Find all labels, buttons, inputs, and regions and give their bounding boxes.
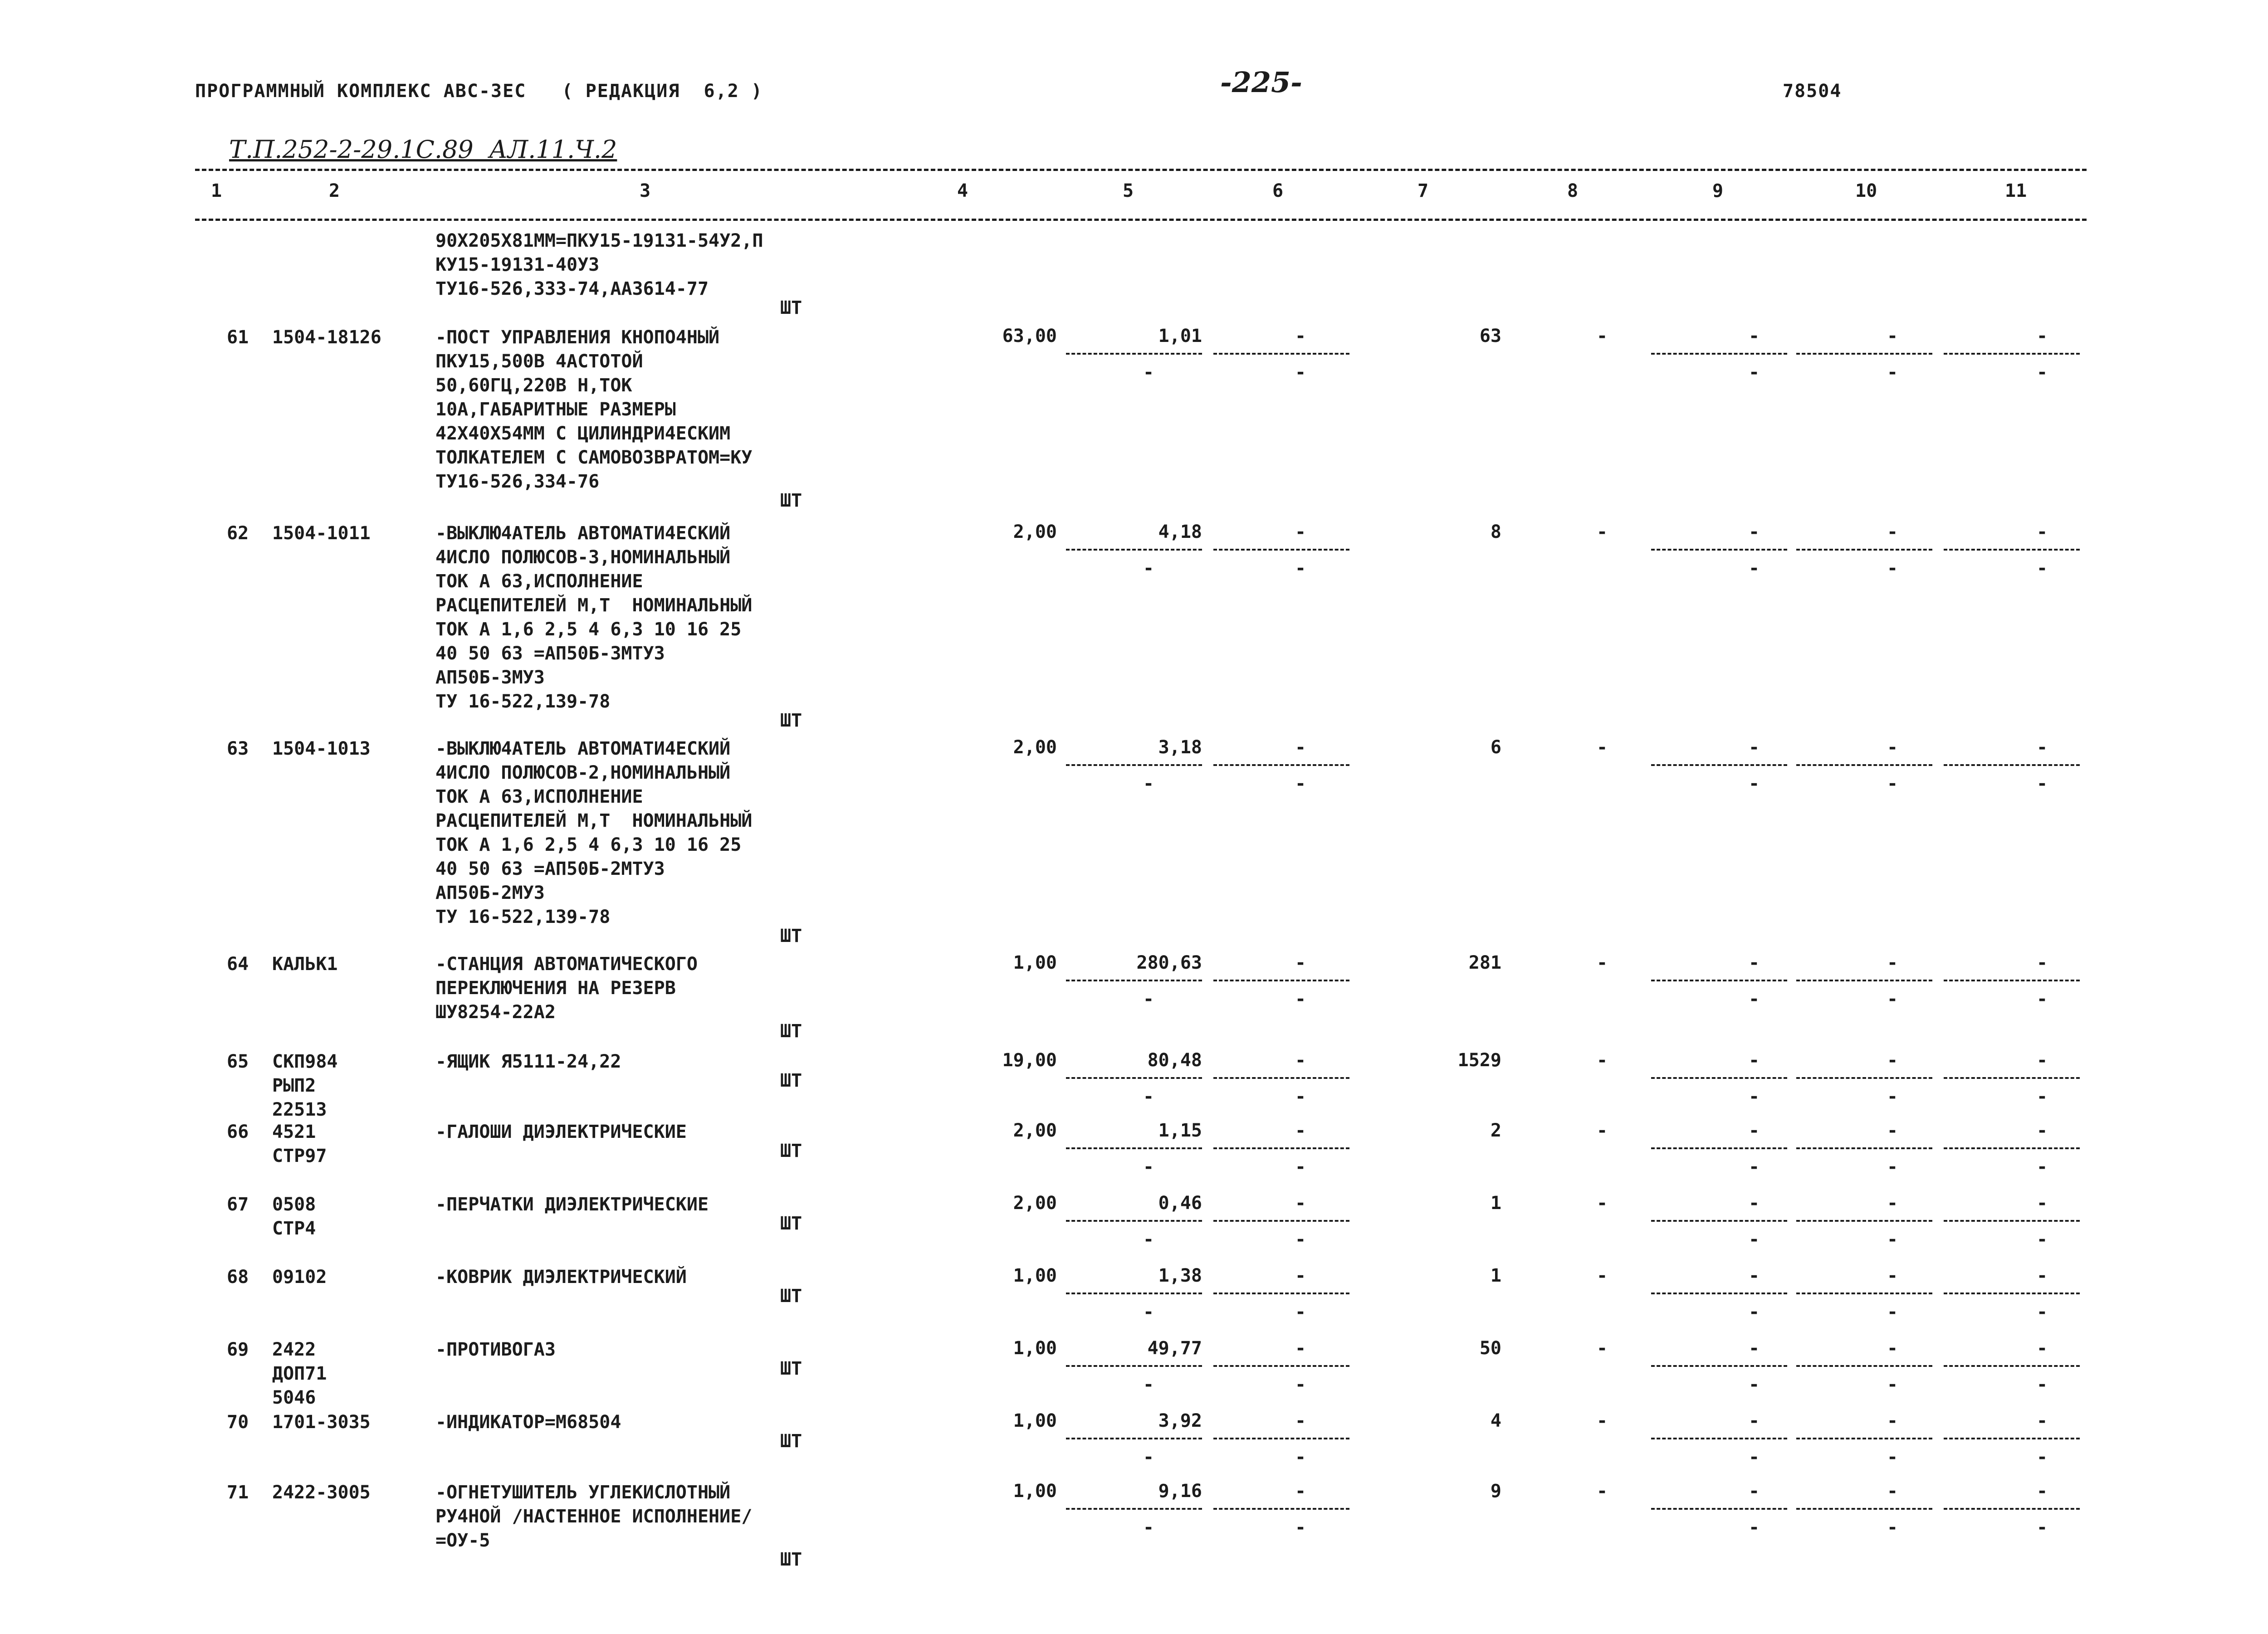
dash-mark: - (1749, 773, 1760, 794)
row-unit-price: 4,18 (1158, 522, 1202, 542)
page-number: -225- (1220, 66, 1302, 99)
row-unit: ШТ (780, 1431, 802, 1452)
dash-mark: - (1143, 558, 1154, 579)
row-number: 66 (227, 1122, 249, 1142)
row-quantity: 2,00 (1013, 737, 1057, 758)
dash-mark: - (1749, 1050, 1760, 1071)
row-description: -ПЕРЧАТКИ ДИЭЛЕКТРИЧЕСКИЕ (435, 1194, 709, 1215)
dash-mark: - (1749, 1481, 1760, 1502)
row-description: -ПОСТ УПРАВЛЕНИЯ КНОПО4НЫЙ ПКУ15,500В 4АСТОТОЙ 50,60ГЦ,220В Н,ТОК 10А,ГАБАРИТНЫЕ РАЗМЕРЫ 42Х40Х54ММ С ЦИЛИНДРИ4ЕСКИМ ТОЛКАТЕЛЕМ С САМОВОЗВРАТОМ=КУ ТУ16-526,334-76 (435, 327, 753, 492)
dash-mark: - (1749, 558, 1760, 579)
underline-segment (1066, 1077, 1202, 1079)
dash-mark: - (1887, 1265, 1898, 1286)
underline-segment (1213, 1147, 1349, 1149)
underline-segment (1066, 353, 1202, 355)
col-num-8: 8 (1567, 180, 1579, 201)
dash-mark: - (1887, 522, 1898, 542)
underline-segment (1944, 353, 2080, 355)
row-number: 63 (227, 738, 249, 759)
row-description: -ГАЛОШИ ДИЭЛЕКТРИЧЕСКИЕ (435, 1122, 687, 1142)
dash-mark: - (1887, 1229, 1898, 1250)
underline-segment (1651, 1438, 1787, 1439)
header-rule-bottom (195, 219, 2087, 221)
dash-mark: - (1295, 773, 1306, 794)
row-quantity: 63,00 (1002, 326, 1057, 346)
underline-segment (1066, 1365, 1202, 1367)
row-quantity: 1,00 (1013, 1410, 1057, 1431)
underline-segment (1213, 353, 1349, 355)
underline-segment (1066, 980, 1202, 981)
row-unit: ШТ (780, 1213, 802, 1234)
underline-segment (1651, 764, 1787, 766)
row-total: 281 (1468, 952, 1501, 973)
col-num-9: 9 (1712, 180, 1724, 201)
row-code: 1504-18126 (272, 327, 381, 348)
underline-segment (1944, 549, 2080, 551)
dash-mark: - (1143, 1156, 1154, 1177)
underline-segment (1796, 1220, 1932, 1222)
dash-mark: - (1295, 1410, 1306, 1431)
underline-segment (1651, 549, 1787, 551)
row-unit: ШТ (780, 490, 802, 511)
col-num-2: 2 (329, 180, 340, 201)
row-quantity: 19,00 (1002, 1050, 1057, 1071)
underline-segment (1796, 1147, 1932, 1149)
row-unit-price: 1,01 (1158, 326, 1202, 346)
underline-segment (1944, 1438, 2080, 1439)
dash-mark: - (1749, 1120, 1760, 1141)
program-title: ПРОГРАММНЫЙ КОМПЛЕКС АВС-3ЕС ( РЕДАКЦИЯ 6,2 ) (195, 81, 763, 102)
dash-mark: - (1749, 326, 1760, 346)
dash-mark: - (1295, 1050, 1306, 1071)
row-description: -ВЫКЛЮ4АТЕЛЬ АВТОМАТИ4ЕСКИЙ 4ИСЛО ПОЛЮСОВ-2,НОМИНАЛЬНЫЙ ТОК А 63,ИСПОЛНЕНИЕ РАСЦЕПИТЕЛЕЙ М,Т НОМИНАЛЬНЫЙ ТОК А 1,6 2,5 4 6,3 10 16 25 40 50 63 =АП50Б-2МТУ3 АП50Б-2МУ3 ТУ 16-522,139-78 (435, 738, 753, 927)
underline-segment (1651, 980, 1787, 981)
dash-mark: - (2037, 773, 2048, 794)
dash-mark: - (1143, 773, 1154, 794)
dash-mark: - (1749, 1447, 1760, 1468)
dash-mark: - (1295, 1193, 1306, 1214)
row-number: 62 (227, 523, 249, 544)
dash-mark: - (2037, 1086, 2048, 1107)
dash-mark: - (1887, 1338, 1898, 1359)
row-unit: ШТ (780, 1358, 802, 1379)
row-col8-value: - (1597, 1481, 1608, 1502)
underline-segment (1796, 1293, 1932, 1294)
dash-mark: - (1143, 362, 1154, 383)
dash-mark: - (1143, 1302, 1154, 1322)
dash-mark: - (1143, 1447, 1154, 1468)
underline-segment (1796, 980, 1932, 981)
row-total: 4 (1490, 1410, 1501, 1431)
dash-mark: - (1295, 1265, 1306, 1286)
document-code: 78504 (1783, 81, 1842, 102)
col-num-3: 3 (640, 180, 651, 201)
row-col8-value: - (1597, 1050, 1608, 1071)
underline-segment (1796, 1508, 1932, 1510)
row-code: 1701-3035 (272, 1412, 371, 1433)
row-unit: ШТ (780, 926, 802, 946)
dash-mark: - (1887, 1193, 1898, 1214)
dash-mark: - (1295, 1086, 1306, 1107)
row-quantity: 1,00 (1013, 1338, 1057, 1359)
row-unit-price: 280,63 (1136, 952, 1202, 973)
dash-mark: - (1887, 326, 1898, 346)
underline-segment (1651, 1508, 1787, 1510)
row-code: 1504-1011 (272, 523, 371, 544)
row-total: 1529 (1457, 1050, 1501, 1071)
dash-mark: - (1143, 1086, 1154, 1107)
row-total: 1 (1490, 1265, 1501, 1286)
underline-segment (1944, 764, 2080, 766)
row-unit-price: 49,77 (1147, 1338, 1202, 1359)
col-num-10: 10 (1855, 180, 1877, 201)
row-unit: ШТ (780, 1141, 802, 1161)
dash-mark: - (1295, 522, 1306, 542)
row-col8-value: - (1597, 1193, 1608, 1214)
dash-mark: - (1749, 1229, 1760, 1250)
row-col8-value: - (1597, 952, 1608, 973)
underline-segment (1213, 1077, 1349, 1079)
dash-mark: - (1143, 989, 1154, 1010)
dash-mark: - (2037, 1410, 2048, 1431)
underline-segment (1944, 1293, 2080, 1294)
dash-mark: - (1143, 1229, 1154, 1250)
dash-mark: - (1295, 1374, 1306, 1395)
row-number: 70 (227, 1412, 249, 1433)
dash-mark: - (1295, 1517, 1306, 1538)
row-col8-value: - (1597, 1120, 1608, 1141)
row-total: 8 (1490, 522, 1501, 542)
underline-segment (1796, 1365, 1932, 1367)
row-description: -СТАНЦИЯ АВТОМАТИЧЕСКОГО ПЕРЕКЛЮЧЕНИЯ НА РЕЗЕРВ ШУ8254-22А2 (435, 954, 698, 1023)
dash-mark: - (2037, 1156, 2048, 1177)
underline-segment (1651, 353, 1787, 355)
dash-mark: - (1887, 1302, 1898, 1322)
underline-segment (1944, 980, 2080, 981)
row-total: 9 (1490, 1481, 1501, 1502)
dash-mark: - (1887, 362, 1898, 383)
dash-mark: - (1295, 326, 1306, 346)
row-unit: ШТ (780, 1070, 802, 1091)
col-num-5: 5 (1123, 180, 1134, 201)
dash-mark: - (1749, 362, 1760, 383)
dash-mark: - (1295, 952, 1306, 973)
row-number: 68 (227, 1267, 249, 1288)
dash-mark: - (1887, 1086, 1898, 1107)
dash-mark: - (1295, 558, 1306, 579)
underline-segment (1944, 1077, 2080, 1079)
row-col8-value: - (1597, 522, 1608, 542)
underline-segment (1213, 1365, 1349, 1367)
dash-mark: - (1887, 773, 1898, 794)
dash-mark: - (1749, 1374, 1760, 1395)
dash-mark: - (1749, 1302, 1760, 1322)
dash-mark: - (1295, 737, 1306, 758)
underline-segment (1651, 1220, 1787, 1222)
dash-mark: - (2037, 1265, 2048, 1286)
row-code: 2422-3005 (272, 1482, 371, 1503)
row-unit: ШТ (780, 1021, 802, 1042)
row-quantity: 1,00 (1013, 1265, 1057, 1286)
row-unit: ШТ (780, 1549, 802, 1570)
underline-segment (1796, 1438, 1932, 1439)
dash-mark: - (1295, 1338, 1306, 1359)
dash-mark: - (1295, 1447, 1306, 1468)
row-number: 61 (227, 327, 249, 348)
row-code: 0508 СТР4 (272, 1194, 316, 1239)
row-unit: ШТ (780, 710, 802, 731)
row-description: -ОГНЕТУШИТЕЛЬ УГЛЕКИСЛОТНЫЙ РУ4НОЙ /НАСТЕННОЕ ИСПОЛНЕНИЕ/ =ОУ-5 (435, 1482, 753, 1551)
dash-mark: - (1749, 1338, 1760, 1359)
handwritten-reference: Т.П.252-2-29.1С.89 АЛ.11.Ч.2 (229, 135, 617, 164)
underline-segment (1213, 1438, 1349, 1439)
dash-mark: - (1143, 1517, 1154, 1538)
dash-mark: - (2037, 737, 2048, 758)
underline-segment (1213, 980, 1349, 981)
dash-mark: - (1887, 1374, 1898, 1395)
underline-segment (1944, 1365, 2080, 1367)
row-code: 1504-1013 (272, 738, 371, 759)
row-description: -КОВРИК ДИЭЛЕКТРИЧЕСКИЙ (435, 1267, 687, 1288)
underline-segment (1213, 1220, 1349, 1222)
dash-mark: - (1887, 1050, 1898, 1071)
dash-mark: - (1295, 1302, 1306, 1322)
dash-mark: - (1749, 989, 1760, 1010)
dash-mark: - (1749, 737, 1760, 758)
dash-mark: - (2037, 522, 2048, 542)
underline-segment (1944, 1220, 2080, 1222)
dash-mark: - (1887, 737, 1898, 758)
dash-mark: - (1749, 1517, 1760, 1538)
underline-segment (1213, 1508, 1349, 1510)
row-total: 1 (1490, 1193, 1501, 1214)
underline-segment (1944, 1147, 2080, 1149)
row-description: -ЯЩИК Я5111-24,22 (435, 1051, 621, 1072)
row-col8-value: - (1597, 1338, 1608, 1359)
row-description: -ИНДИКАТОР=М68504 (435, 1412, 621, 1433)
dash-mark: - (1887, 1120, 1898, 1141)
dash-mark: - (1887, 952, 1898, 973)
dash-mark: - (2037, 1229, 2048, 1250)
dash-mark: - (2037, 1374, 2048, 1395)
dash-mark: - (2037, 952, 2048, 973)
row-description: -ВЫКЛЮ4АТЕЛЬ АВТОМАТИ4ЕСКИЙ 4ИСЛО ПОЛЮСОВ-3,НОМИНАЛЬНЫЙ ТОК А 63,ИСПОЛНЕНИЕ РАСЦЕПИТЕЛЕЙ М,Т НОМИНАЛЬНЫЙ ТОК А 1,6 2,5 4 6,3 10 16 25 40 50 63 =АП50Б-3МТУ3 АП50Б-3МУ3 ТУ 16-522,139-78 (435, 523, 753, 712)
dash-mark: - (1887, 558, 1898, 579)
row-unit-price: 1,38 (1158, 1265, 1202, 1286)
dash-mark: - (2037, 362, 2048, 383)
dash-mark: - (2037, 1302, 2048, 1322)
dash-mark: - (1887, 1481, 1898, 1502)
dash-mark: - (1887, 1447, 1898, 1468)
row-code: 2422 ДОП71 5046 (272, 1339, 327, 1408)
underline-segment (1796, 549, 1932, 551)
dash-mark: - (2037, 1193, 2048, 1214)
dash-mark: - (2037, 1050, 2048, 1071)
row-unit: ШТ (780, 1286, 802, 1307)
dash-mark: - (1887, 1410, 1898, 1431)
row-quantity: 1,00 (1013, 1481, 1057, 1502)
dash-mark: - (2037, 989, 2048, 1010)
row-total: 63 (1479, 326, 1501, 346)
underline-segment (1796, 1077, 1932, 1079)
row-unit-price: 3,92 (1158, 1410, 1202, 1431)
dash-mark: - (1143, 1374, 1154, 1395)
underline-segment (1796, 353, 1932, 355)
header-rule-top (195, 169, 2087, 171)
row-code: СКП984 РЫП2 22513 (272, 1051, 338, 1120)
underline-segment (1651, 1147, 1787, 1149)
row-total: 50 (1479, 1338, 1501, 1359)
row-total: 6 (1490, 737, 1501, 758)
row-unit-price: 80,48 (1147, 1050, 1202, 1071)
row-quantity: 1,00 (1013, 952, 1057, 973)
row-col8-value: - (1597, 737, 1608, 758)
underline-segment (1651, 1293, 1787, 1294)
row-col8-value: - (1597, 1265, 1608, 1286)
underline-segment (1066, 1147, 1202, 1149)
row-unit: ШТ (780, 298, 802, 318)
col-num-1: 1 (211, 180, 222, 201)
col-num-7: 7 (1418, 180, 1429, 201)
underline-segment (1066, 549, 1202, 551)
underline-segment (1213, 764, 1349, 766)
dash-mark: - (1749, 522, 1760, 542)
row-code: КАЛЬК1 (272, 954, 338, 975)
dash-mark: - (1295, 1120, 1306, 1141)
row-unit-price: 1,15 (1158, 1120, 1202, 1141)
underline-segment (1066, 1508, 1202, 1510)
underline-segment (1066, 1293, 1202, 1294)
dash-mark: - (2037, 1120, 2048, 1141)
row-unit-price: 3,18 (1158, 737, 1202, 758)
col-num-11: 11 (2005, 180, 2027, 201)
row-col8-value: - (1597, 326, 1608, 346)
row-number: 67 (227, 1194, 249, 1215)
underline-segment (1651, 1365, 1787, 1367)
dash-mark: - (2037, 326, 2048, 346)
dash-mark: - (1749, 1410, 1760, 1431)
dash-mark: - (1887, 1517, 1898, 1538)
dash-mark: - (2037, 1338, 2048, 1359)
row-total: 2 (1490, 1120, 1501, 1141)
col-num-4: 4 (957, 180, 968, 201)
row-quantity: 2,00 (1013, 1193, 1057, 1214)
row-number: 71 (227, 1482, 249, 1503)
row-description: -ПРОТИВОГАЗ (435, 1339, 556, 1360)
dash-mark: - (1295, 362, 1306, 383)
row-unit-price: 0,46 (1158, 1193, 1202, 1214)
underline-segment (1066, 764, 1202, 766)
dash-mark: - (2037, 1447, 2048, 1468)
dash-mark: - (1749, 1086, 1760, 1107)
row-quantity: 2,00 (1013, 522, 1057, 542)
row-col8-value: - (1597, 1410, 1608, 1431)
underline-segment (1066, 1220, 1202, 1222)
underline-segment (1213, 549, 1349, 551)
col-num-6: 6 (1272, 180, 1284, 201)
row-code: 4521 СТР97 (272, 1122, 327, 1166)
underline-segment (1796, 764, 1932, 766)
row-quantity: 2,00 (1013, 1120, 1057, 1141)
underline-segment (1213, 1293, 1349, 1294)
dash-mark: - (1295, 1229, 1306, 1250)
underline-segment (1944, 1508, 2080, 1510)
dash-mark: - (1749, 952, 1760, 973)
underline-segment (1651, 1077, 1787, 1079)
dash-mark: - (1887, 1156, 1898, 1177)
dash-mark: - (1295, 1481, 1306, 1502)
dash-mark: - (2037, 558, 2048, 579)
dash-mark: - (1749, 1265, 1760, 1286)
dash-mark: - (1295, 1156, 1306, 1177)
row-unit-price: 9,16 (1158, 1481, 1202, 1502)
dash-mark: - (1887, 989, 1898, 1010)
dash-mark: - (2037, 1517, 2048, 1538)
dash-mark: - (1749, 1156, 1760, 1177)
underline-segment (1066, 1438, 1202, 1439)
row-number: 65 (227, 1051, 249, 1072)
dash-mark: - (2037, 1481, 2048, 1502)
dash-mark: - (1749, 1193, 1760, 1214)
row-code: 09102 (272, 1267, 327, 1288)
row-number: 69 (227, 1339, 249, 1360)
row-number: 64 (227, 954, 249, 975)
row-description: 90Х205Х81ММ=ПКУ15-19131-54У2,П КУ15-19131-40У3 ТУ16-526,333-74,АА3614-77 (435, 230, 763, 299)
dash-mark: - (1295, 989, 1306, 1010)
